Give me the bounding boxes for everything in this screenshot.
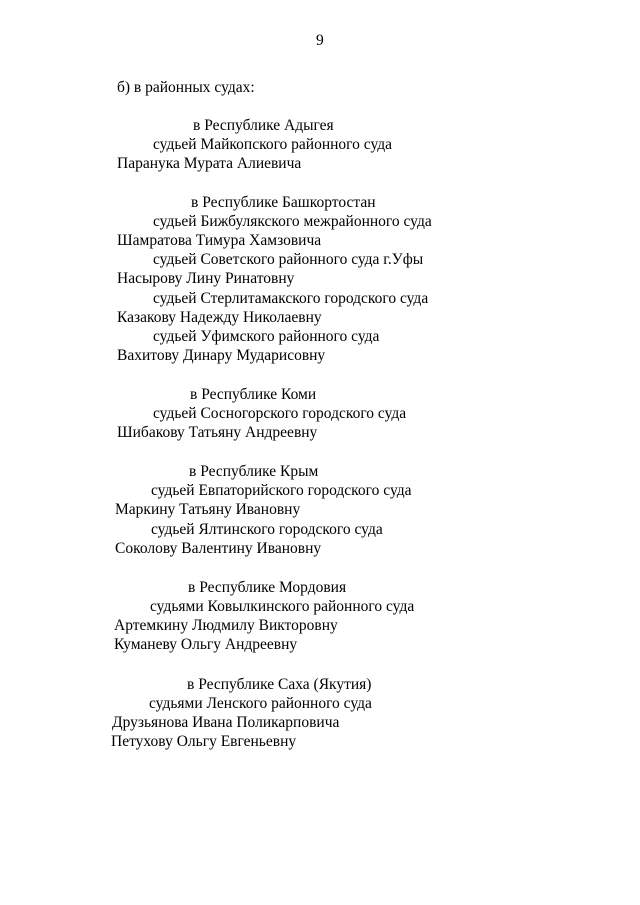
court-line: судьей Советского районного суда г.Уфы: [153, 251, 424, 268]
judge-name: Казакову Надежду Николаевну: [117, 309, 322, 326]
judge-name: Друзьянова Ивана Поликарповича: [112, 714, 340, 731]
judge-name: Насырову Лину Ринатовну: [117, 270, 295, 287]
page-number: 9: [316, 32, 324, 49]
court-line: судьей Ялтинского городского суда: [151, 521, 383, 538]
judge-name: Куманеву Ольгу Андреевну: [114, 636, 298, 653]
court-line: судьями Ленского районного суда: [149, 695, 372, 712]
region-heading: в Республике Башкортостан: [191, 194, 376, 211]
section-intro: б) в районных судах:: [117, 79, 255, 96]
judge-name: Соколову Валентину Ивановну: [115, 540, 322, 557]
judge-name: Шамратова Тимура Хамзовича: [117, 232, 322, 249]
court-line: судьей Уфимского районного суда: [153, 328, 380, 345]
court-line: судьей Евпаторийского городского суда: [151, 482, 412, 499]
court-line: судьей Сосногорского городского суда: [153, 405, 407, 422]
court-line: судьей Майкопского районного суда: [153, 136, 392, 153]
region-heading: в Республике Крым: [189, 463, 319, 480]
region-heading: в Республике Адыгея: [193, 117, 334, 134]
judge-name: Паранука Мурата Алиевича: [117, 155, 302, 172]
court-line: судьей Стерлитамакского городского суда: [153, 290, 429, 307]
region-heading: в Республике Мордовия: [188, 579, 347, 596]
region-heading: в Республике Коми: [190, 386, 317, 403]
court-line: судьями Ковылкинского районного суда: [150, 598, 415, 615]
court-line: судьей Бижбулякского межрайонного суда: [153, 213, 432, 230]
judge-name: Маркину Татьяну Ивановну: [115, 501, 301, 518]
judge-name: Петухову Ольгу Евгеньевну: [111, 733, 297, 750]
judge-name: Вахитову Динару Мударисовну: [117, 347, 326, 364]
judge-name: Шибакову Татьяну Андреевну: [117, 424, 318, 441]
judge-name: Артемкину Людмилу Викторовну: [114, 617, 338, 634]
region-heading: в Республике Саха (Якутия): [187, 676, 372, 693]
